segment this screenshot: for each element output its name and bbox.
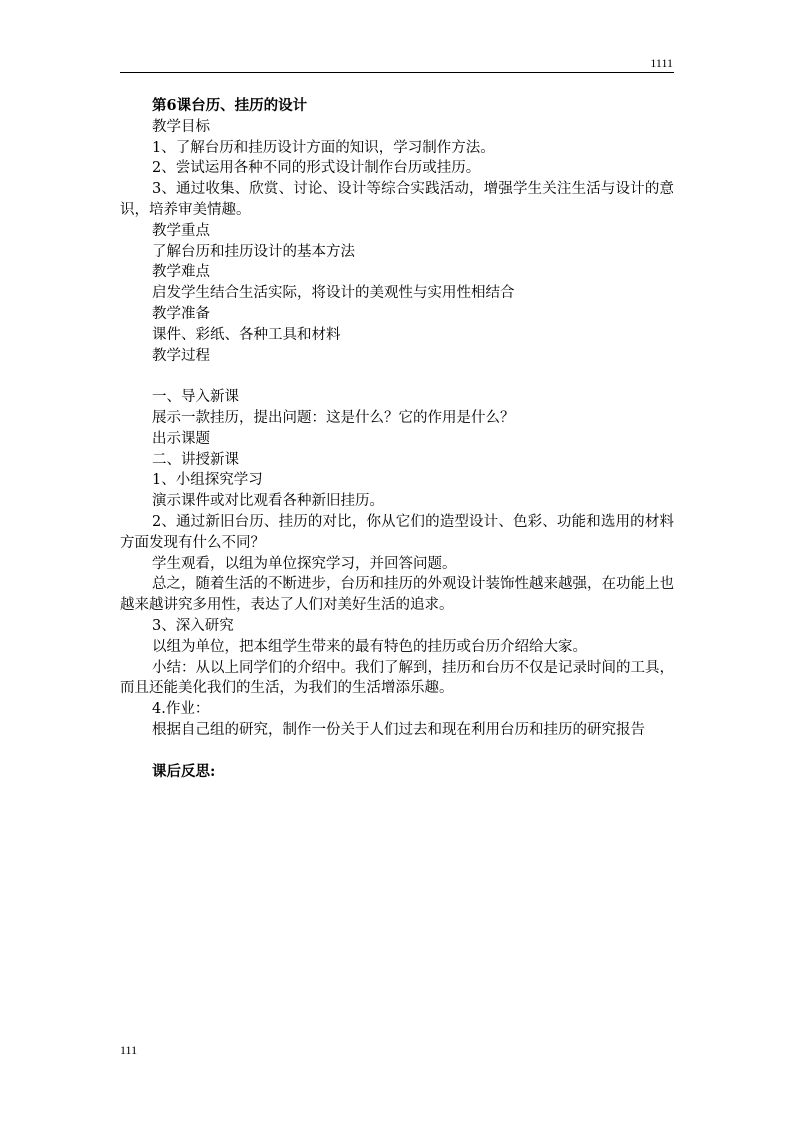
- process-heading-intro: 一、导入新课: [152, 389, 239, 406]
- process-text: 出示课题: [152, 430, 210, 447]
- homework-text: 根据自己组的研究，制作一份关于人们过去和现在利用台历和挂历的研究报告: [152, 721, 645, 738]
- footer-page-number: 111: [120, 1043, 138, 1057]
- objective-item: 2、尝试运用各种不同的形式设计制作台历或挂历。: [152, 160, 481, 177]
- preparation-text: 课件、彩纸、各种工具和材料: [152, 326, 341, 343]
- section-heading-preparation: 教学准备: [152, 305, 210, 322]
- process-text: 2、通过新旧台历、挂历的对比，你从它们的造型设计、色彩、功能和选用的材料方面发现有什么不同？: [120, 513, 674, 551]
- key-points-text: 了解台历和挂历设计的基本方法: [152, 243, 355, 260]
- section-heading-difficulties: 教学难点: [152, 264, 210, 281]
- header-divider: [120, 72, 674, 73]
- objective-item: 3、通过收集、欣赏、讨论、设计等综合实践活动，增强学生关注生活与设计的意识，培养审美情趣。: [120, 181, 674, 218]
- process-subheading: 3、深入研究: [152, 617, 234, 634]
- process-heading-new-lesson: 二、讲授新课: [152, 451, 239, 468]
- reflection-heading: 课后反思:: [152, 762, 216, 780]
- process-subheading: 1、小组探究学习: [152, 472, 263, 489]
- process-text: 演示课件或对比观看各种新旧挂历。: [152, 493, 384, 510]
- section-heading-objectives: 教学目标: [152, 118, 210, 135]
- blank-line: [120, 741, 674, 762]
- process-text: 以组为单位，把本组学生带来的最有特色的挂历或台历介绍给大家。: [152, 638, 587, 655]
- process-text: 小结：从以上同学们的介绍中。我们了解到，挂历和台历不仅是记录时间的工具，而且还能美化我们的生活，为我们的生活增添乐趣。: [120, 659, 674, 697]
- objective-item: 1、了解台历和挂历设计方面的知识，学习制作方法。: [152, 139, 495, 156]
- header-page-number: 1111: [650, 56, 673, 70]
- process-text: 学生观看，以组为单位探究学习，并回答问题。: [152, 555, 457, 572]
- process-text: 展示一款挂历，提出问题：这是什么？它的作用是什么？: [152, 409, 515, 426]
- section-heading-key-points: 教学重点: [152, 222, 210, 239]
- homework-heading: 4.作业：: [152, 701, 210, 718]
- section-heading-process: 教学过程: [152, 347, 210, 364]
- lesson-title: 第6课台历、挂历的设计: [152, 97, 308, 114]
- blank-line: [120, 366, 674, 387]
- process-text: 总之，随着生活的不断进步，台历和挂历的外观设计装饰性越来越强，在功能上也越来越讲究多用性，表达了人们对美好生活的追求。: [120, 576, 674, 614]
- document-body: [120, 96, 674, 782]
- difficulties-text: 启发学生结合生活实际，将设计的美观性与实用性相结合: [152, 285, 515, 302]
